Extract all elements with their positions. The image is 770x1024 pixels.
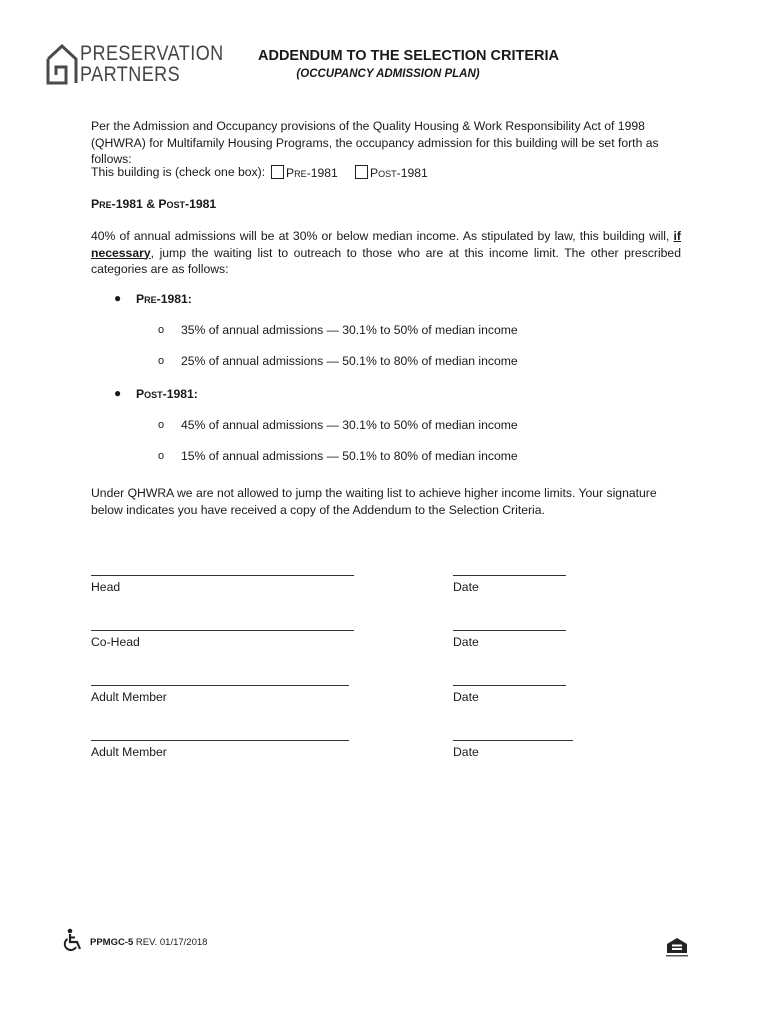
signature-label: Head — [91, 580, 121, 594]
form-revision: REV. 01/17/2018 — [133, 937, 208, 948]
date-label: Date — [453, 580, 479, 594]
bullet-icon: ● — [114, 291, 122, 305]
circle-bullet-icon: o — [158, 324, 165, 336]
signature-line-adult-2[interactable] — [91, 740, 349, 741]
document-header — [258, 48, 560, 80]
section-heading: Pre-1981 & Post-1981 — [91, 197, 217, 211]
intro-paragraph: Per the Admission and Occupancy provisions of the Quality Housing & Work Responsibility Act of 1998 (QHWRA) for Multifamily Housing Programs, the occupancy admission for this building will be set forth as follows: — [91, 119, 659, 166]
body-text-2: , jump the waiting list to outreach to those who are at this income limit. The other prescribed categories are as follows: — [91, 245, 681, 276]
form-code — [90, 937, 207, 948]
option-pre-1981[interactable] — [271, 165, 338, 180]
logo-line-2: PARTNERS — [80, 63, 181, 86]
signature-line-cohead[interactable] — [91, 630, 354, 631]
company-logo — [46, 42, 224, 89]
signature-label: Adult Member — [91, 690, 167, 704]
circle-bullet-icon: o — [158, 419, 165, 431]
date-label: Date — [453, 635, 479, 649]
option-post-1981-label: Post-1981 — [370, 166, 428, 180]
logo-wordmark — [80, 43, 224, 85]
equal-housing-opportunity-logo — [664, 936, 690, 963]
signature-label: Adult Member — [91, 745, 167, 759]
document-title: ADDENDUM TO THE SELECTION CRITERIA — [258, 48, 560, 64]
body-paragraph — [91, 228, 681, 278]
closing-paragraph: Under QHWRA we are not allowed to jump the waiting list to achieve higher income limits. Your signature below indicates you have received a copy of the Addendum to the Selection Criteria. — [91, 486, 657, 517]
check-label: This building is (check one box): — [91, 165, 266, 179]
list-item: 35% of annual admissions — 30.1% to 50% of median income — [181, 323, 518, 337]
house-logo-icon — [46, 43, 78, 85]
wheelchair-accessibility-icon — [62, 928, 84, 952]
circle-bullet-icon: o — [158, 450, 165, 462]
signature-label: Co-Head — [91, 635, 140, 649]
group-label: Post-1981: — [136, 387, 198, 401]
bullet-icon: ● — [114, 386, 122, 400]
body-emphasis-necessary: necessary — [91, 245, 151, 260]
equal-housing-opportunity-icon — [664, 936, 690, 958]
building-type-row — [91, 165, 428, 180]
option-post-1981[interactable] — [355, 165, 428, 180]
checkbox-post-1981[interactable] — [355, 165, 368, 179]
checkbox-pre-1981[interactable] — [271, 165, 284, 179]
body-emphasis-if: if — [673, 229, 681, 243]
date-line-head[interactable] — [453, 575, 566, 576]
signature-line-head[interactable] — [91, 575, 354, 576]
form-code-number: PPMGC-5 — [90, 937, 134, 948]
list-item: 25% of annual admissions — 50.1% to 80% of median income — [181, 354, 518, 368]
date-label: Date — [453, 745, 479, 759]
circle-bullet-icon: o — [158, 355, 165, 367]
document-subtitle: (OCCUPANCY ADMISSION PLAN) — [296, 68, 480, 80]
date-label: Date — [453, 690, 479, 704]
list-item: 45% of annual admissions — 30.1% to 50% of median income — [181, 418, 518, 432]
body-text-1: 40% of annual admissions will be at 30% or below median income. As stipulated by law, this building will, — [91, 229, 674, 243]
logo-line-1: PRESERVATION — [80, 42, 224, 65]
date-line-adult-1[interactable] — [453, 685, 566, 686]
signature-line-adult-1[interactable] — [91, 685, 349, 686]
group-label: Pre-1981: — [136, 292, 192, 306]
list-item: 15% of annual admissions — 50.1% to 80% of median income — [181, 449, 518, 463]
option-pre-1981-label: Pre-1981 — [286, 166, 338, 180]
date-line-cohead[interactable] — [453, 630, 566, 631]
date-line-adult-2[interactable] — [453, 740, 573, 741]
